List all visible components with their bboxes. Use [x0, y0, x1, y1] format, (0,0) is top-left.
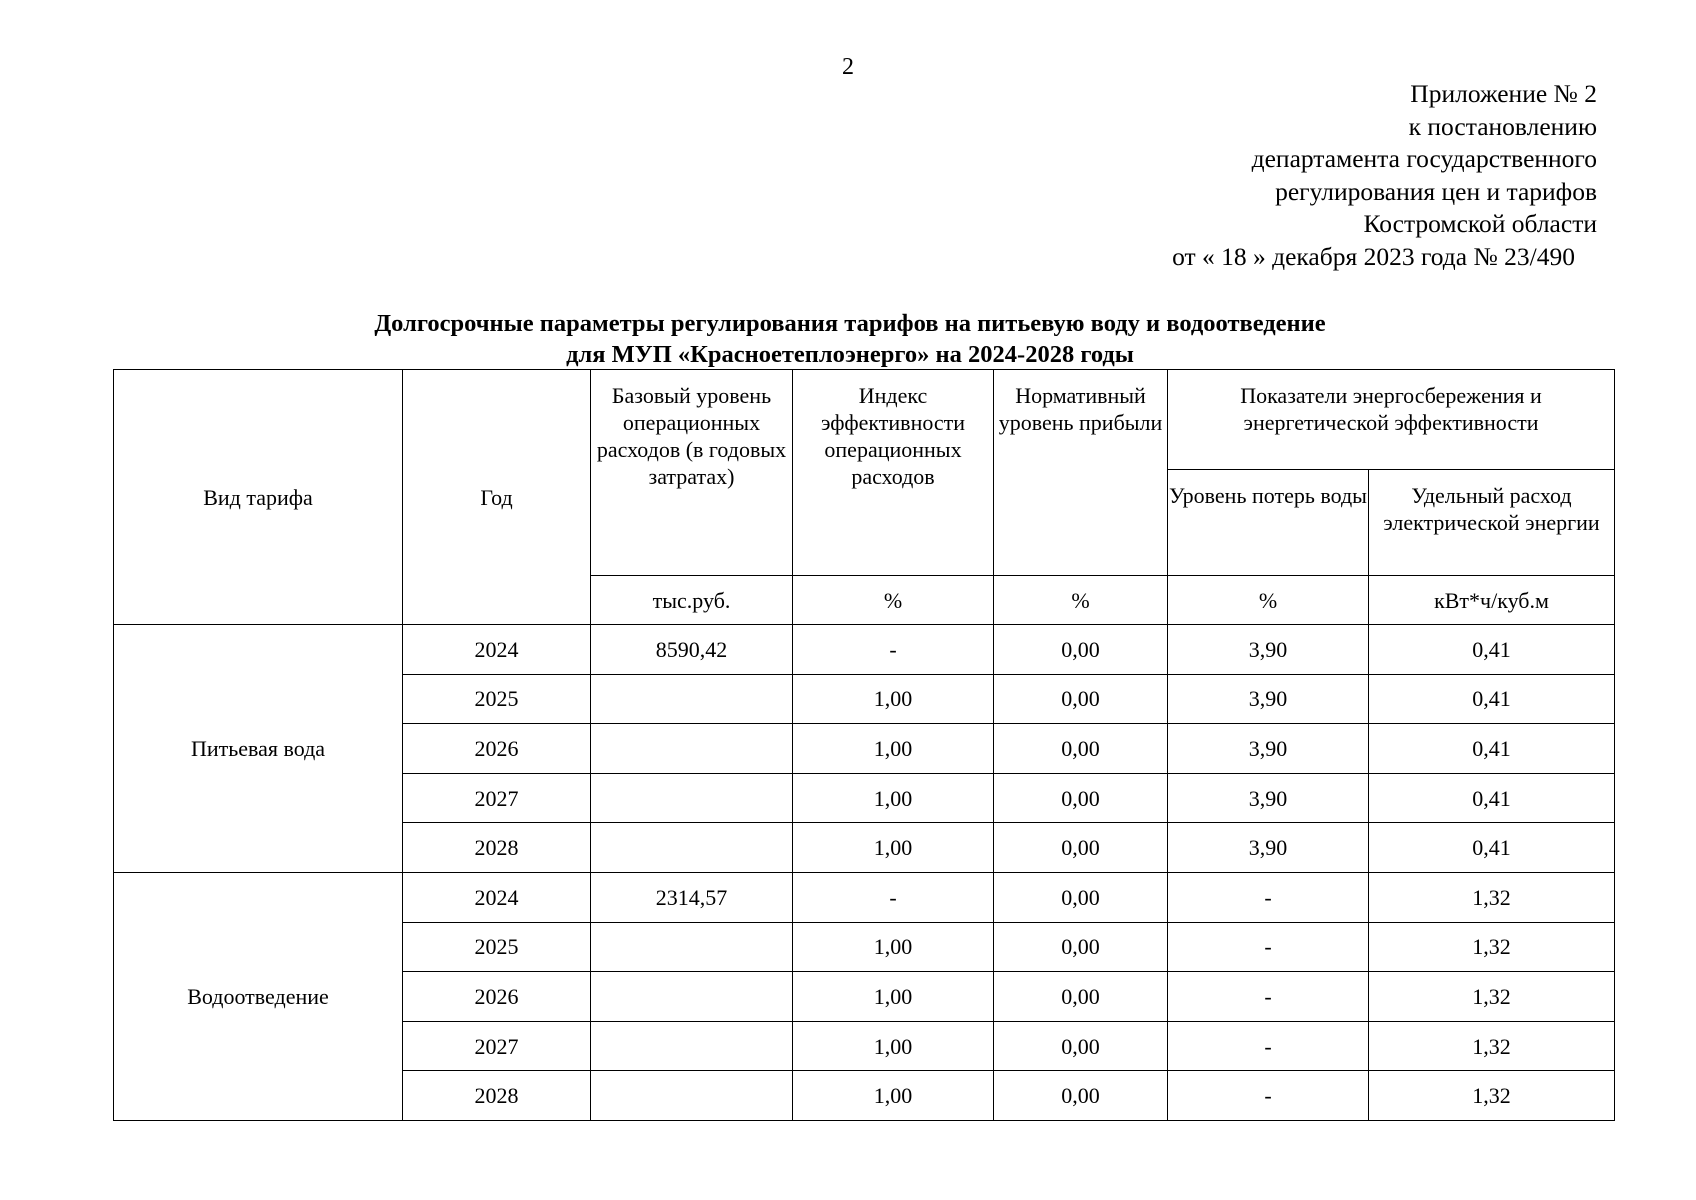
table-row	[114, 872, 1615, 922]
water-loss-cell: 3,90	[1168, 823, 1369, 873]
specific-power-cell: 1,32	[1369, 872, 1615, 922]
base-opex-cell	[591, 1021, 793, 1071]
year-cell: 2026	[403, 724, 591, 774]
unit-cell: тыс.руб.	[591, 576, 793, 625]
page-number: 2	[842, 54, 854, 80]
appendix-line: к постановлению	[1408, 111, 1597, 141]
year-cell: 2025	[403, 922, 591, 972]
tariff-parameters-table	[113, 369, 1615, 1121]
normative-profit-cell: 0,00	[994, 773, 1168, 823]
header-normative-profit: Нормативный уровень прибыли	[994, 370, 1168, 576]
normative-profit-cell: 0,00	[994, 922, 1168, 972]
base-opex-cell: 8590,42	[591, 625, 793, 675]
tariff-type-cell: Водоотведение	[114, 872, 403, 1120]
base-opex-cell	[591, 773, 793, 823]
table-row	[114, 625, 1615, 675]
efficiency-index-cell: 1,00	[793, 773, 994, 823]
water-loss-cell: -	[1168, 1071, 1369, 1121]
specific-power-cell: 0,41	[1369, 674, 1615, 724]
header-water-loss: Уровень потерь воды	[1168, 470, 1369, 576]
year-cell: 2027	[403, 1021, 591, 1071]
unit-cell: %	[1168, 576, 1369, 625]
header-year: Год	[403, 370, 591, 625]
title-line-1: Долгосрочные параметры регулирования тарифов на питьевую воду и водоотведение	[374, 310, 1326, 337]
normative-profit-cell: 0,00	[994, 674, 1168, 724]
base-opex-cell	[591, 1071, 793, 1121]
efficiency-index-cell: 1,00	[793, 823, 994, 873]
base-opex-cell	[591, 972, 793, 1022]
appendix-line: Приложение № 2	[1410, 79, 1597, 108]
specific-power-cell: 0,41	[1369, 823, 1615, 873]
normative-profit-cell: 0,00	[994, 823, 1168, 873]
base-opex-cell	[591, 674, 793, 724]
specific-power-cell: 0,41	[1369, 773, 1615, 823]
efficiency-index-cell: 1,00	[793, 1021, 994, 1071]
year-cell: 2026	[403, 972, 591, 1022]
unit-cell: %	[793, 576, 994, 625]
efficiency-index-cell: -	[793, 872, 994, 922]
specific-power-cell: 1,32	[1369, 972, 1615, 1022]
specific-power-cell: 0,41	[1369, 724, 1615, 774]
efficiency-index-cell: 1,00	[793, 972, 994, 1022]
normative-profit-cell: 0,00	[994, 1021, 1168, 1071]
normative-profit-cell: 0,00	[994, 972, 1168, 1022]
water-loss-cell: 3,90	[1168, 674, 1369, 724]
normative-profit-cell: 0,00	[994, 1071, 1168, 1121]
year-cell: 2027	[403, 773, 591, 823]
water-loss-cell: 3,90	[1168, 773, 1369, 823]
specific-power-cell: 1,32	[1369, 922, 1615, 972]
water-loss-cell: -	[1168, 1021, 1369, 1071]
water-loss-cell: -	[1168, 922, 1369, 972]
appendix-date-line: от « 18 » декабря 2023 года № 23/490	[1172, 241, 1575, 271]
base-opex-cell	[591, 922, 793, 972]
normative-profit-cell: 0,00	[994, 872, 1168, 922]
normative-profit-cell: 0,00	[994, 625, 1168, 675]
water-loss-cell: 3,90	[1168, 724, 1369, 774]
appendix-block	[1037, 78, 1597, 274]
base-opex-cell: 2314,57	[591, 872, 793, 922]
water-loss-cell: 3,90	[1168, 625, 1369, 675]
appendix-line: департамента государственного	[1251, 144, 1597, 174]
normative-profit-cell: 0,00	[994, 724, 1168, 774]
year-cell: 2024	[403, 872, 591, 922]
header-tariff-type: Вид тарифа	[114, 370, 403, 625]
water-loss-cell: -	[1168, 972, 1369, 1022]
base-opex-cell	[591, 823, 793, 873]
efficiency-index-cell: 1,00	[793, 1071, 994, 1121]
year-cell: 2025	[403, 674, 591, 724]
unit-cell: %	[994, 576, 1168, 625]
appendix-line: регулирования цен и тарифов	[1275, 176, 1597, 206]
document-title	[0, 308, 1696, 370]
efficiency-index-cell: -	[793, 625, 994, 675]
title-line-2: для МУП «Красноетеплоэнерго» на 2024-2028 годы	[566, 341, 1134, 368]
efficiency-index-cell: 1,00	[793, 674, 994, 724]
specific-power-cell: 0,41	[1369, 625, 1615, 675]
specific-power-cell: 1,32	[1369, 1021, 1615, 1071]
efficiency-index-cell: 1,00	[793, 922, 994, 972]
year-cell: 2024	[403, 625, 591, 675]
tariff-type-cell: Питьевая вода	[114, 625, 403, 873]
header-efficiency-index: Индекс эффективности операционных расходов	[793, 370, 994, 576]
header-specific-power: Удельный расход электрической энергии	[1369, 470, 1615, 576]
appendix-line: Костромской области	[1363, 209, 1597, 239]
efficiency-index-cell: 1,00	[793, 724, 994, 774]
year-cell: 2028	[403, 1071, 591, 1121]
unit-cell: кВт*ч/куб.м	[1369, 576, 1615, 625]
header-base-opex: Базовый уровень операционных расходов (в годовых затратах)	[591, 370, 793, 576]
water-loss-cell: -	[1168, 872, 1369, 922]
year-cell: 2028	[403, 823, 591, 873]
header-energy-group: Показатели энергосбережения и энергетической эффективности	[1168, 370, 1615, 470]
base-opex-cell	[591, 724, 793, 774]
specific-power-cell: 1,32	[1369, 1071, 1615, 1121]
